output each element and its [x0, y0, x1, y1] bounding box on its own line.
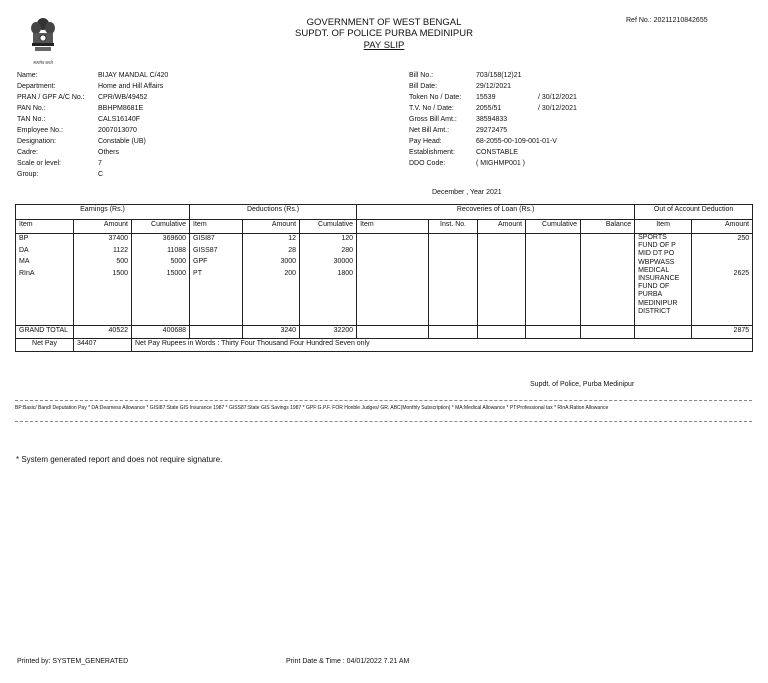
pay-table [15, 204, 753, 352]
earning-amount: 37400 [108, 235, 128, 242]
earning-amount: 500 [116, 258, 128, 265]
system-note: * System generated report and does not require signature. [16, 455, 223, 464]
field-value: BIJAY MANDAL C/420 [98, 72, 169, 79]
out-item-line: MEDINIPUR [638, 299, 678, 307]
col-header: Item [357, 220, 429, 234]
field-value: Others [98, 149, 120, 156]
col-header: Cumulative [526, 220, 581, 234]
field-value: CPR/WB/49452 [98, 94, 148, 101]
field-label: DDO Code: [409, 160, 446, 167]
document-title: PAY SLIP [363, 40, 405, 51]
field-row [409, 125, 577, 136]
field-value: 38594833 [476, 116, 508, 123]
col-header: Item [16, 220, 74, 234]
grand-total-ded-amount: 3240 [243, 326, 300, 339]
recovery-inst-no [429, 234, 478, 326]
field-row [409, 147, 577, 158]
abbreviation-legend: BP:Basic/ Band/ Deputation Pay * DA:Dearness Allowance * GISI87:State GIS Insurance 1987 * GISS87:State GIS Savings 1987 * GPF:G.P.F. FOR Honble Judges/ GR. ABC(Monthly Subscription) * MA:Medical Allowance * PT:Professional tax * RInA:Ration Allowance [15, 405, 609, 411]
deduction-amounts [243, 234, 300, 326]
earning-item: DA [19, 246, 29, 254]
empty-cell [635, 326, 692, 339]
deduction-item: PT [193, 269, 202, 277]
out-item-line: FUND OF [638, 283, 670, 291]
field-row [409, 92, 577, 103]
field-value: 68-2055-00-109-001-01-V [476, 138, 557, 145]
col-header: Amount [478, 220, 526, 234]
field-value: 29/12/2021 [476, 83, 512, 90]
recovery-balance [581, 234, 635, 326]
bill-details [409, 70, 577, 169]
field-value: 2055/51 [476, 105, 502, 112]
net-pay-amount: 34407 [74, 339, 132, 352]
out-amount: 250 [737, 235, 750, 242]
out-item-line: DISTRICT [638, 307, 671, 315]
earning-amount: 1122 [112, 246, 128, 254]
out-item-line: PURBA [638, 291, 663, 299]
field-label: TAN No.: [17, 116, 46, 123]
earning-cumulative: 5000 [170, 258, 187, 265]
signatory: Supdt. of Police, Purba Medinipur [530, 381, 635, 388]
field-label: Group: [17, 171, 39, 178]
earnings-cumulative [132, 234, 190, 326]
col-header: Inst. No. [429, 220, 478, 234]
col-header: Cumulative [300, 220, 357, 234]
deduction-item: GPF [193, 258, 208, 265]
earning-amount: 1500 [112, 269, 128, 277]
field-row [17, 147, 168, 158]
grand-total-label: GRAND TOTAL [16, 326, 74, 339]
col-header: Cumulative [132, 220, 190, 234]
office-title: SUPDT. OF POLICE PURBA MEDINIPUR [295, 28, 473, 39]
grand-total-earn-amount: 40522 [74, 326, 132, 339]
empty-cell [526, 326, 581, 339]
field-row [17, 103, 168, 114]
field-label: Establishment: [409, 149, 455, 156]
deductions-header: Deductions (Rs.) [190, 205, 357, 220]
earning-cumulative: 369600 [162, 235, 187, 242]
out-item-line: INSURANCE [638, 275, 680, 283]
deduction-cumulative-value: 120 [341, 235, 354, 242]
field-value: CALS16140F [98, 116, 141, 123]
col-header: Balance [581, 220, 635, 234]
divider [15, 400, 752, 401]
net-pay-words: Net Pay Rupees in Words : Thirty Four Thousand Four Hundred Seven only [132, 339, 753, 352]
pay-period: December , Year 2021 [432, 189, 502, 196]
empty-cell [357, 326, 429, 339]
field-label: Cadre: [17, 149, 39, 156]
field-label: Name: [17, 72, 38, 79]
emblem-caption: सत्यमेव जयते [33, 60, 53, 65]
field-row [17, 70, 168, 81]
recovery-item [357, 234, 429, 326]
col-header: Amount [692, 220, 753, 234]
divider [15, 421, 752, 422]
out-item-line: SPORTS [638, 234, 667, 241]
recovery-amount [478, 234, 526, 326]
field-row [409, 114, 577, 125]
net-pay-row [16, 339, 753, 352]
out-item-line: MEDICAL [638, 266, 670, 274]
field-label: Token No / Date: [409, 94, 462, 101]
out-of-account-header: Out of Account Deduction [635, 205, 753, 220]
earning-cumulative: 15000 [166, 269, 187, 277]
earnings-header: Earnings (Rs.) [16, 205, 190, 220]
field-value: C [98, 171, 104, 178]
field-value: ( MIGHMP001 ) [476, 160, 526, 167]
empty-cell [478, 326, 526, 339]
field-row [409, 136, 577, 147]
grand-total-out-amount: 2875 [692, 326, 753, 339]
field-value: CONSTABLE [476, 149, 518, 156]
field-row [409, 81, 577, 92]
earning-item: MA [19, 258, 30, 265]
field-label: Bill Date: [409, 83, 438, 90]
out-of-account-amounts [692, 234, 753, 326]
field-value: 2007013070 [98, 127, 137, 134]
earning-cumulative: 11088 [167, 246, 187, 254]
field-value: 7 [98, 160, 102, 167]
out-amount [695, 258, 749, 270]
field-row [17, 92, 168, 103]
out-item-line: FUND OF P [638, 242, 676, 250]
grand-total-earn-cumulative: 400688 [132, 326, 190, 339]
deduction-amount: 200 [284, 269, 297, 277]
field-value: 29272475 [476, 127, 508, 134]
field-label: Gross Bill Amt.: [409, 116, 457, 123]
out-amount: 2625 [733, 269, 750, 277]
earnings-items [16, 234, 74, 326]
deduction-items [190, 234, 243, 326]
deduction-cumulative-value: 280 [341, 246, 354, 254]
govt-title: GOVERNMENT OF WEST BENGAL [306, 17, 462, 28]
field-label: Net Bill Amt.: [409, 127, 450, 134]
field-label: Scale or level: [17, 160, 61, 167]
deduction-amount: 28 [288, 246, 297, 254]
deduction-cumulative-value: 30000 [333, 258, 354, 265]
col-header: Item [190, 220, 243, 234]
field-value: Constable (UB) [98, 138, 146, 145]
field-value: BBHPM8681E [98, 105, 144, 112]
field-row [17, 158, 168, 169]
deduction-amount: 12 [288, 235, 297, 242]
field-value: 703/158(12)21 [476, 72, 522, 79]
printed-by: Printed by: SYSTEM_GENERATED [17, 658, 129, 665]
field-extra: / 30/12/2021 [538, 94, 577, 101]
grand-total-row [16, 326, 753, 339]
field-label: PAN No.: [17, 105, 46, 112]
field-row [17, 136, 168, 147]
earning-item: BP [19, 235, 29, 242]
earning-item: RInA [19, 269, 35, 277]
net-pay-label: Net Pay [16, 339, 74, 352]
field-label: Employee No.: [17, 127, 63, 134]
field-row [17, 169, 168, 180]
col-header: Amount [74, 220, 132, 234]
out-item-line: WBPWASS [638, 258, 675, 266]
recoveries-header: Recoveries of Loan (Rs.) [357, 205, 635, 220]
col-header: Item [635, 220, 692, 234]
field-row [409, 70, 577, 81]
field-label: Designation: [17, 138, 56, 145]
field-row [17, 114, 168, 125]
grand-total-ded-cumulative: 32200 [300, 326, 357, 339]
field-value: 15539 [476, 94, 496, 101]
empty-cell [581, 326, 635, 339]
out-item-line: MID DT PO [638, 250, 675, 258]
recovery-cumulative [526, 234, 581, 326]
deduction-amount: 3000 [280, 258, 297, 265]
reference-number: Ref No.: 20211210842655 [626, 17, 708, 24]
field-row [17, 81, 168, 92]
earnings-amounts [74, 234, 132, 326]
field-label: T.V. No / Date: [409, 105, 454, 112]
employee-details [17, 70, 168, 180]
field-row [409, 158, 577, 169]
field-extra: / 30/12/2021 [538, 105, 577, 112]
deduction-item: GISS87 [193, 246, 218, 254]
field-row [409, 103, 577, 114]
deduction-cumulative [300, 234, 357, 326]
deduction-item: GISI87 [193, 235, 215, 242]
empty-cell [190, 326, 243, 339]
field-value: Home and Hill Affairs [98, 83, 164, 90]
col-header: Amount [243, 220, 300, 234]
empty-cell [429, 326, 478, 339]
field-label: Pay Head: [409, 138, 442, 145]
out-of-account-items [635, 234, 692, 326]
deduction-cumulative-value: 1800 [337, 269, 354, 277]
field-label: Bill No.: [409, 72, 434, 79]
print-date: Print Date & Time : 04/01/2022 7.21 AM [286, 658, 410, 665]
field-row [17, 125, 168, 136]
field-label: Department: [17, 83, 56, 90]
field-label: PRAN / GPF A/C No.: [17, 94, 85, 101]
out-amount [695, 247, 749, 259]
